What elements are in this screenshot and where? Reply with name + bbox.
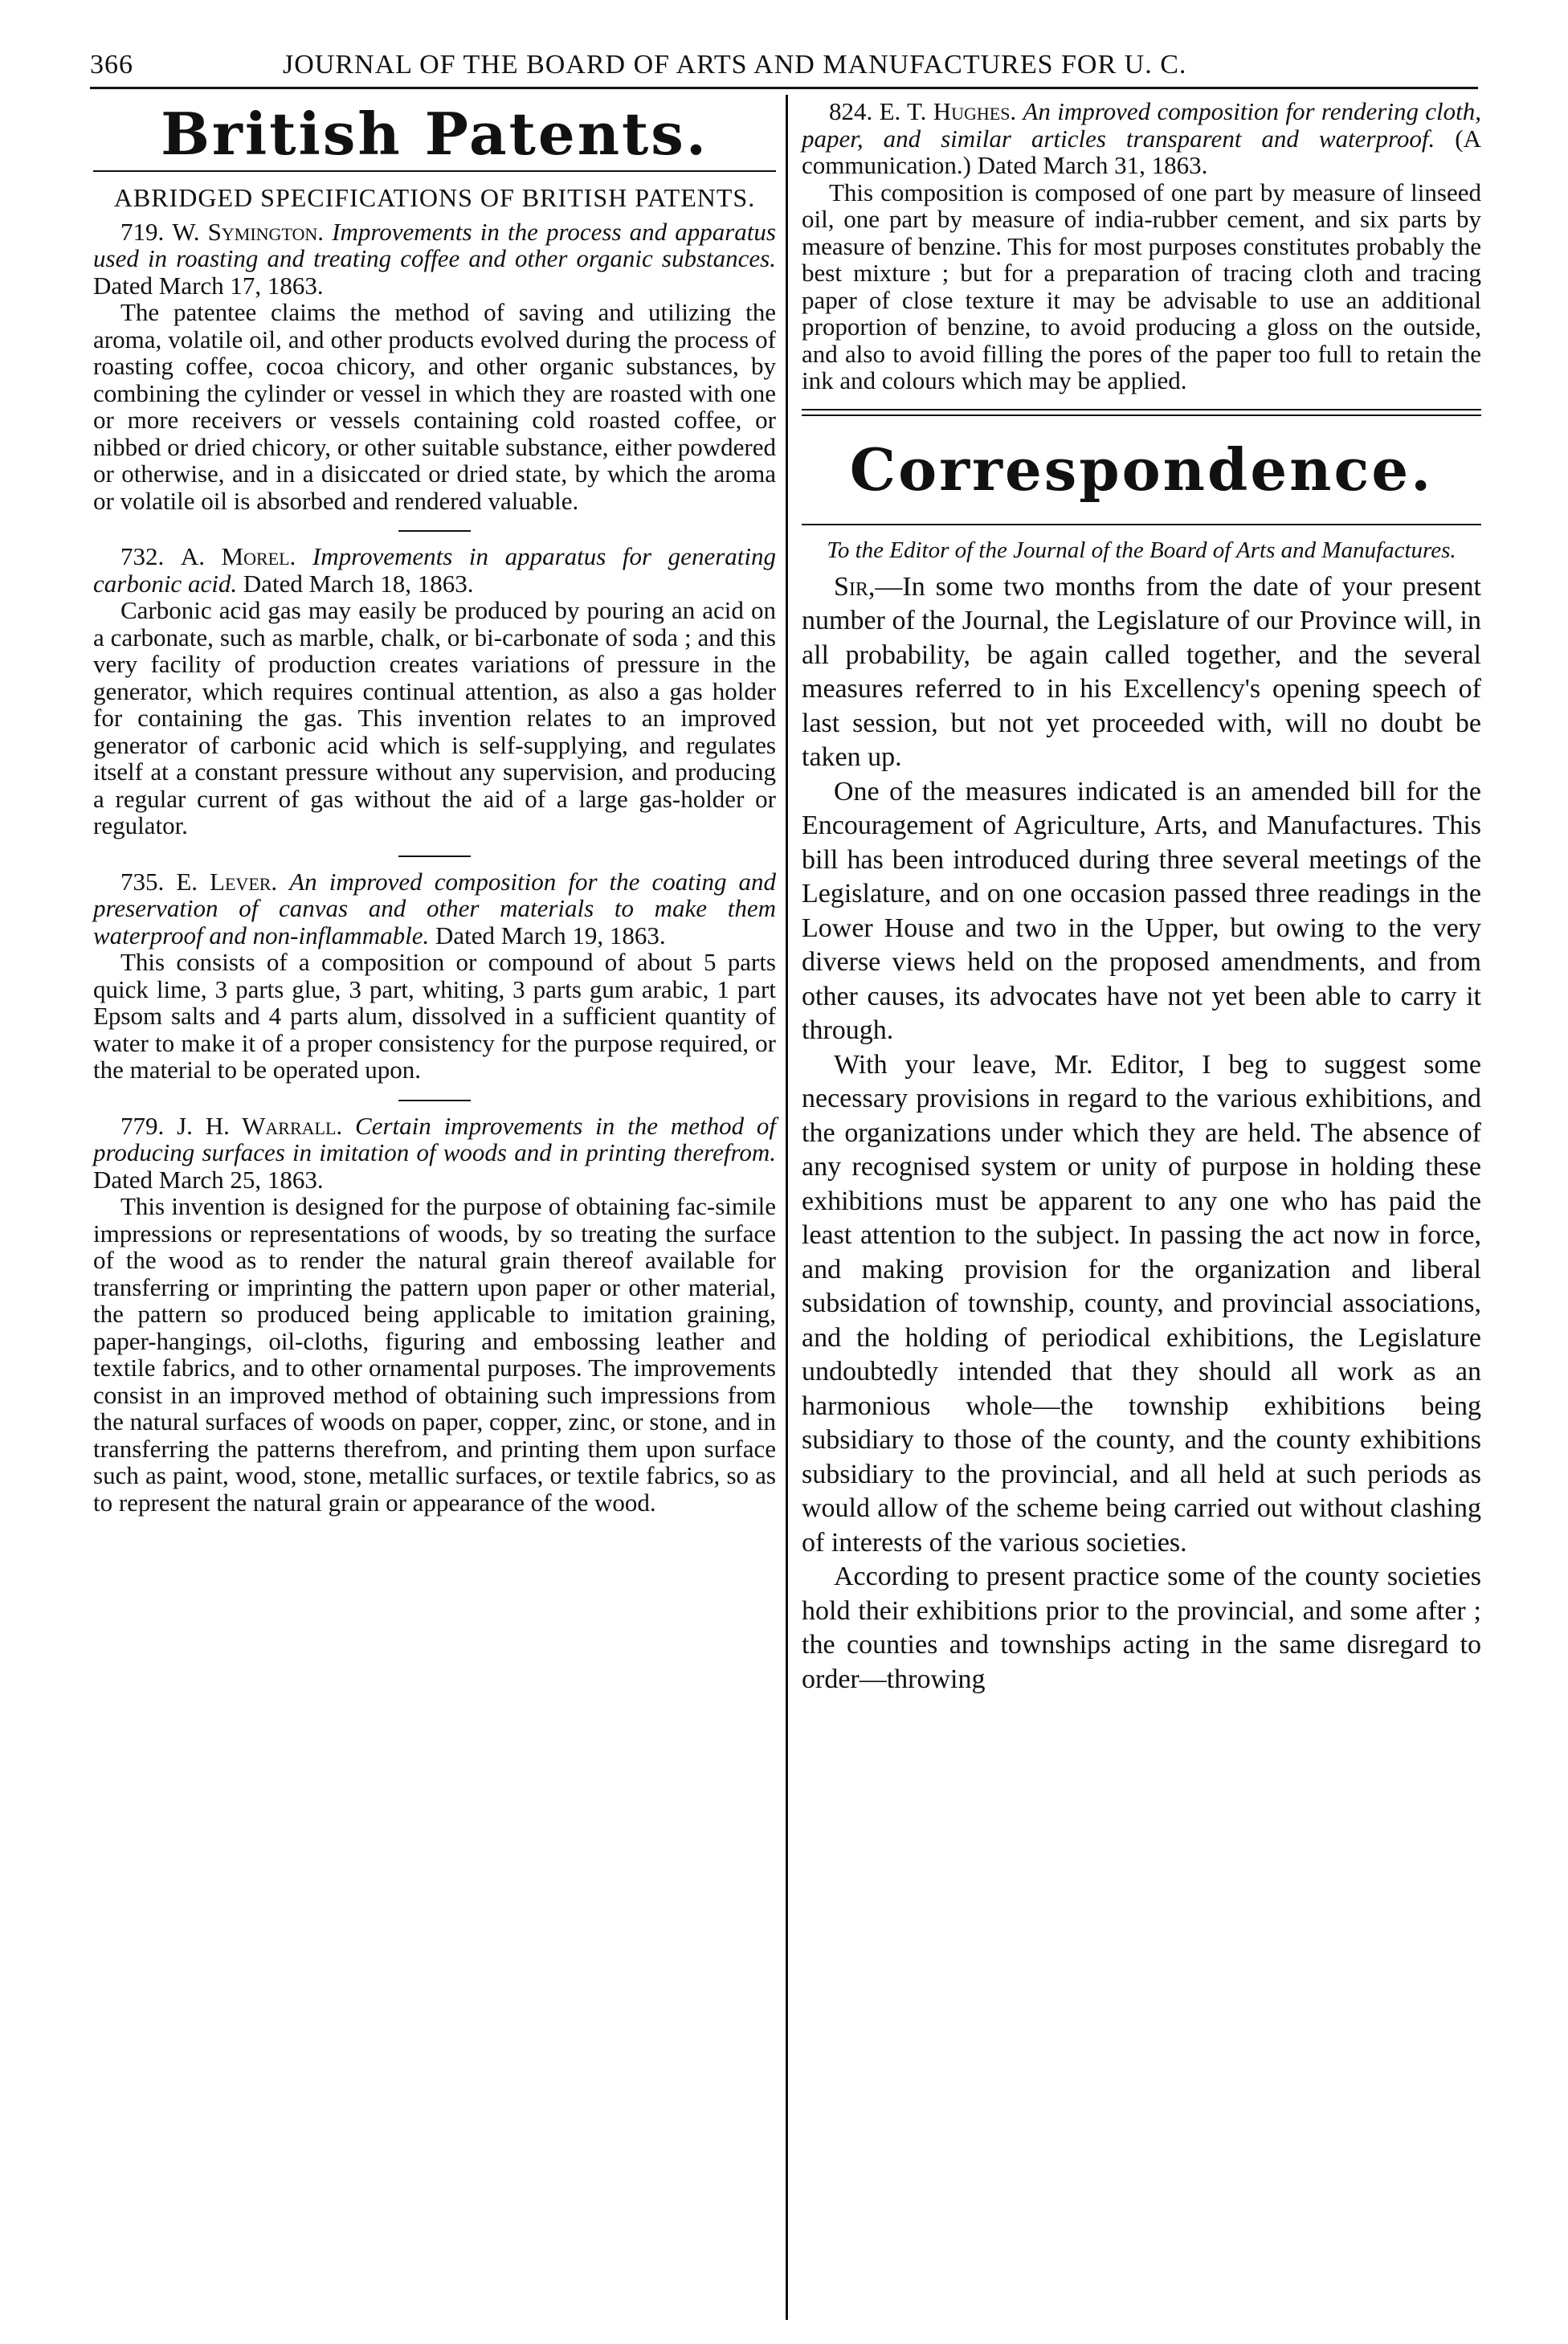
column-divider <box>786 95 788 2320</box>
entry-separator <box>398 1100 471 1101</box>
entry-separator <box>398 856 471 857</box>
salutation: Sir, <box>834 571 876 602</box>
left-column <box>93 98 776 1516</box>
patent-date: Dated March 17, 1863. <box>93 271 324 300</box>
patent-date: Dated March 25, 1863. <box>93 1165 324 1194</box>
patentee-name: E. Lever. <box>176 867 278 896</box>
patent-entry-779 <box>93 1113 776 1517</box>
patentee-name: J. H. Warrall. <box>177 1111 343 1140</box>
patent-title: An improved composition for the coating and preservation of canvas and other materials to make them waterproof and non-inflammable. <box>93 867 777 949</box>
patent-body: This invention is designed for the purpose of obtaining fac-simile impressions or representations of woods, by so treating the surface of the wood as to render the natural grain thereof available for transferring or imprinting the pattern upon paper or other material, the pattern so produced being applicable to imitation graining, paper-hangings, oil-cloths, figuring and embossing leather and textile fabrics, and to other ornamental purposes. The improvements consist in an improved method of obtaining such impressions from the natural surfaces of woods on paper, copper, zinc, or stone, and in transferring the patterns therefrom, and printing them upon surface such as paint, wood, stone, metallic surfaces, or textile fabrics, so as to represent the natural grain or appearance of the wood. <box>93 1192 776 1517</box>
section-double-rule <box>802 409 1481 416</box>
patent-body: This consists of a composition or compound of about 5 parts quick lime, 3 parts glue, 3 part, whiting, 3 parts gum arabic, 1 part Epsom salts and 4 parts alum, dissolved in a sufficient quantity of water to make it of a proper consistency for the purpose required, or the material to be operated upon. <box>93 948 776 1084</box>
letter-paragraph: One of the measures indicated is an amended bill for the Encouragement of Agriculture, Arts, and Manufactures. This bill has been introduced during three several meetings of the Legislature, and on one occasion passed three readings in the Lower House and two in the Upper, but owing to the very diverse views held on the proposed amendments, and from other causes, its advocates have not yet been able to carry it through. <box>802 776 1481 1045</box>
patent-entry-719 <box>93 218 776 515</box>
patent-date: Dated March 19, 1863. <box>435 921 666 949</box>
journal-title: JOURNAL OF THE BOARD OF ARTS AND MANUFACTURES FOR U. C. <box>283 50 1187 80</box>
patent-entry-735 <box>93 868 776 1084</box>
section-heading-correspondence: Correspondence. <box>849 435 1434 504</box>
patent-number: 779. <box>120 1111 165 1140</box>
letter-paragraph: With your leave, Mr. Editor, I beg to suggest some necessary provisions in regard to the various exhibitions, and the organizations under which they are held. The absence of any recognised system or unity of purpose in holding these exhibitions must be apparent to any one who has paid the least attention to the subject. In passing the act now in force, and making provision for the organization and liberal subsidation of township, county, and provincial associations, and the holding of periodical exhibitions, the Legislature undoubtedly intended that they should all work as an harmonious whole—the township exhibitions being subsidiary to those of the county, and the county exhibitions subsidiary to the provincial, and all held at such periods as would allow of the scheme being carried out without clashing of interests of the various societies. <box>802 1049 1481 1558</box>
heading-rule <box>802 524 1481 525</box>
letter-address: To the Editor of the Journal of the Board of Arts and Manufactures. <box>827 537 1456 563</box>
heading-rule <box>93 170 776 172</box>
patent-title: An improved composition for rendering cloth, paper, and similar articles transparent and waterproof. <box>802 97 1481 153</box>
top-rule <box>90 87 1478 89</box>
right-column <box>802 98 1481 1697</box>
patent-title: Improvements in the process and apparatus used in roasting and treating coffee and other organic substances. <box>93 217 776 272</box>
patentee-name: W. Symington. <box>172 217 325 246</box>
letter-body <box>802 570 1481 1697</box>
patent-entry-824 <box>802 98 1481 394</box>
patent-number: 732. <box>120 542 165 570</box>
patent-title: Certain improvements in the method of producing surfaces in imitation of woods and in printing therefrom. <box>93 1111 777 1166</box>
letter-paragraph: Sir,—In some two months from the date of your present number of the Journal, the Legislature of our Province will, in all probability, be again called together, and the several measures referred to in his Excellency's opening speech of last session, but not yet proceeded with, will no doubt be taken up. <box>802 571 1481 772</box>
patentee-name: A. Morel. <box>180 542 296 570</box>
subheading-abridged-specifications: ABRIDGED SPECIFICATIONS OF BRITISH PATENTS. <box>113 183 756 212</box>
patentee-name: E. T. Hughes. <box>879 97 1017 125</box>
patent-body: This composition is composed of one part by measure of linseed oil, one part by measure of india-rubber cement, and six parts by measure of benzine. This for most purposes constitutes probably the best mixture ; but for a preparation of tracing cloth and tracing paper of close texture it may be advisable to use an additional proportion of benzine, to avoid producing a gloss on the outside, and also to avoid filling the pores of the paper too full to retain the ink and colours which may be applied. <box>802 178 1481 394</box>
patent-body: The patentee claims the method of saving and utilizing the aroma, volatile oil, and other products evolved during the process of roasting coffee, cocoa chicory, and other organic substances, by combining the cylinder or vessel in which they are roasted with one or more receivers or vessels containing cold roasted coffee, or nibbed or dried chicory, or other suitable substance, either powdered or otherwise, and in a disiccated or dried state, by which the aroma or volatile oil is absorbed and rendered valuable. <box>93 298 776 515</box>
patent-number: 735. <box>120 867 165 896</box>
patent-number: 719. <box>120 217 165 246</box>
patent-body: Carbonic acid gas may easily be produced by pouring an acid on a carbonate, such as marble, chalk, or bi-carbonate of soda ; and this very facility of production creates variations of pressure in the generator, which requires continual attention, as also a gas holder for containing the gas. This invention relates to an improved generator of carbonic acid which is self-supplying, and regulates itself at a constant pressure without any supervision, and producing a regular current of gas without the aid of a large gas-holder or regulator. <box>93 596 776 839</box>
patent-date: Dated March 18, 1863. <box>243 569 474 598</box>
patent-number: 824. <box>829 97 873 125</box>
entry-separator <box>398 530 471 532</box>
patent-date: (A communication.) Dated March 31, 1863. <box>802 124 1481 179</box>
page-number: 366 <box>90 50 133 80</box>
patent-title: Improvements in apparatus for generating carbonic acid. <box>93 542 776 598</box>
section-heading-british-patents: British Patents. <box>161 100 708 168</box>
patent-entry-732 <box>93 543 776 839</box>
letter-paragraph: According to present practice some of the county societies hold their exhibitions prior to the provincial, and some after ; the counties and townships acting in the same disregard to order—throwing <box>802 1562 1481 1694</box>
